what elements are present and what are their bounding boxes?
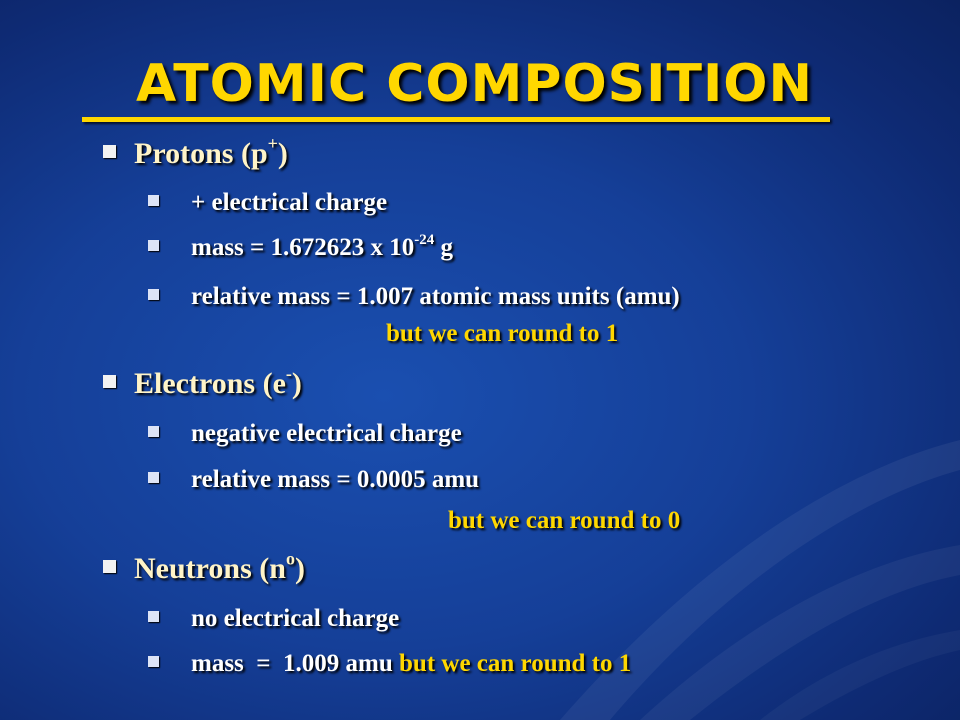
- protons-round-note: but we can round to 1: [386, 320, 619, 347]
- square-bullet-icon: [103, 560, 116, 573]
- electrons-round-note: but we can round to 0: [448, 507, 681, 534]
- title-underline: [82, 117, 830, 122]
- protons-mass-text: mass = 1.672623 x 10: [191, 234, 415, 261]
- protons-heading-close: ): [277, 137, 288, 170]
- neutrons-charge-item: [148, 605, 399, 633]
- protons-relative-text: relative mass = 1.007 atomic mass units (amu): [191, 283, 680, 310]
- protons-mass-item: [148, 231, 454, 262]
- neutrons-charge-symbol: o: [285, 548, 295, 569]
- electrons-relative-text: relative mass = 0.0005 amu: [191, 466, 480, 493]
- square-bullet-icon: [148, 289, 159, 300]
- square-bullet-icon: [148, 656, 159, 667]
- neutrons-heading-close: ): [294, 552, 305, 585]
- neutrons-charge-text: no electrical charge: [191, 605, 400, 632]
- slide-title: ATOMIC COMPOSITION: [136, 54, 814, 114]
- square-bullet-icon: [103, 375, 116, 388]
- electrons-charge-text: negative electrical charge: [191, 420, 462, 447]
- electrons-charge-item: [148, 420, 462, 448]
- square-bullet-icon: [148, 426, 159, 437]
- protons-mass-exponent: -24: [414, 231, 435, 248]
- neutrons-mass-item: [148, 650, 631, 678]
- square-bullet-icon: [148, 240, 159, 251]
- square-bullet-icon: [148, 611, 159, 622]
- electrons-heading: [103, 363, 302, 401]
- protons-heading: [103, 133, 288, 171]
- protons-relative-item: [148, 283, 680, 311]
- electrons-heading-close: ): [291, 367, 302, 400]
- square-bullet-icon: [148, 472, 159, 483]
- square-bullet-icon: [103, 145, 116, 158]
- electrons-relative-item: [148, 466, 479, 494]
- protons-mass-unit: g: [434, 234, 454, 261]
- neutrons-round-note: but we can round to 1: [399, 650, 632, 677]
- electrons-charge-symbol: -: [285, 363, 292, 384]
- protons-heading-text: Protons (p: [134, 137, 268, 170]
- neutrons-heading-text: Neutrons (n: [134, 552, 286, 585]
- protons-charge-symbol: +: [267, 133, 278, 154]
- neutrons-heading: [103, 548, 305, 586]
- electrons-heading-text: Electrons (e: [134, 367, 286, 400]
- neutrons-mass-text: mass = 1.009 amu: [191, 650, 400, 677]
- protons-charge-item: [148, 189, 387, 217]
- protons-charge-text: + electrical charge: [191, 189, 388, 216]
- square-bullet-icon: [148, 195, 159, 206]
